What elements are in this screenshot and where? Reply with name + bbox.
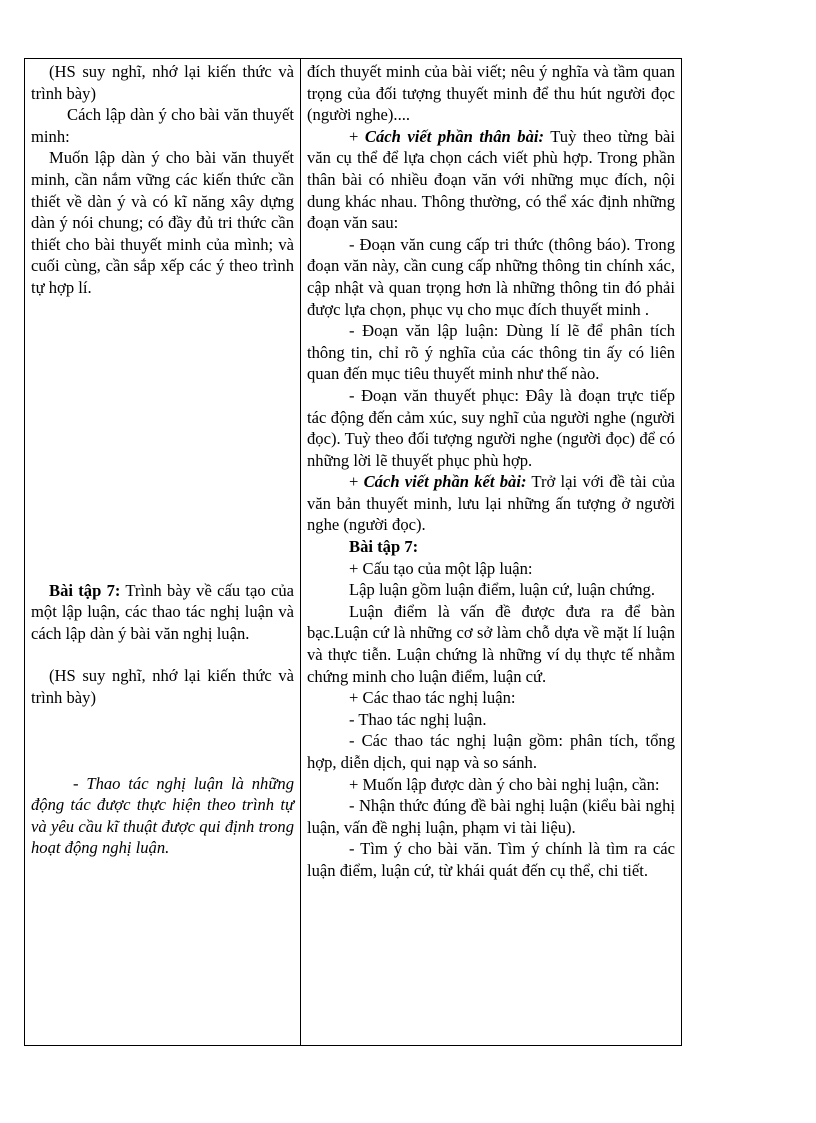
right-paragraph-11: + Các thao tác nghị luận: [349, 688, 516, 708]
right-conclusion-section [307, 471, 675, 536]
left-paragraph-1: (HS suy nghĩ, nhớ lại kiến thức và trình bày) [31, 62, 294, 103]
right-paragraph-14: + Muốn lập được dàn ý cho bài nghị luận, cần: [349, 774, 660, 794]
spacer [31, 299, 294, 580]
right-paragraph-12: - Thao tác nghị luận. [349, 709, 487, 729]
spacer [31, 709, 294, 773]
right-paragraph-1: đích thuyết minh của bài viết; nêu ý nghĩa và tầm quan trọng của đối tượng thuyết minh để thu hút người đọc (người nghe).... [307, 62, 675, 125]
r2-label: Cách viết phần thân bài: [364, 126, 545, 146]
left-paragraph-outline: Muốn lập dàn ý cho bài văn thuyết minh, cần nắm vững các kiến thức cần thiết về dàn ý và có kĩ năng xây dựng dàn ý nói chung; có đầy đủ tri thức cần thiết cho bài thuyết minh của mình; và cuối cùng, cần sắp xếp các ý theo trình tự hợp lí. [31, 148, 294, 297]
content-table [24, 58, 682, 1046]
right-exercise-7-heading: Bài tập 7: [349, 537, 419, 557]
right-paragraph-9: Lập luận gồm luận điểm, luận cứ, luận chứng. [349, 580, 655, 600]
left-heading-outline: Cách lập dàn ý cho bài văn thuyết minh: [31, 105, 294, 146]
left-exercise-7 [31, 580, 294, 645]
right-paragraph-3: - Đoạn văn cung cấp tri thức (thông báo). Trong đoạn văn này, cần cung cấp những thông tin chính xác, cập nhật và quan trọng hơn là những thông tin đó phải được lựa chọn, phục vụ cho mục đích thuyết minh . [307, 234, 675, 319]
r2-text: Tuỳ theo từng bài văn cụ thể để lựa chọn cách viết phù hợp. Trong phần thân bài có nhiều đoạn văn với những mục đích, nội dung khác nhau. Thông thường, có thể xác định những đoạn văn sau: [307, 126, 675, 233]
exercise-7-label: Bài tập 7: [49, 580, 121, 600]
right-body-section [307, 126, 675, 234]
right-paragraph-13: - Các thao tác nghị luận gồm: phân tích, tổng hợp, diễn dịch, qui nạp và so sánh. [307, 731, 675, 772]
right-column [301, 59, 681, 1045]
right-paragraph-16: - Tìm ý cho bài văn. Tìm ý chính là tìm ra các luận điểm, luận cứ, từ khái quát đến cụ thể, chi tiết. [307, 839, 675, 880]
right-paragraph-4: - Đoạn văn lập luận: Dùng lí lẽ để phân tích thông tin, chỉ rõ ý nghĩa của các thông tin ấy có liên quan đến mục tiêu thuyết minh như thế nào. [307, 321, 675, 384]
r2-prefix: + [349, 126, 365, 146]
right-paragraph-10: Luận điểm là vấn đề được đưa ra để bàn bạc.Luận cứ là những cơ sở làm chỗ dựa về mặt lí luận và thực tiễn. Luận chứng là những ví dụ thực tế nhằm chứng minh cho luận điểm, luận cứ. [307, 601, 675, 686]
left-paragraph-argument-op: - Thao tác nghị luận là những động tác được thực hiện theo trình tự và yêu cầu kĩ thuật được qui định trong hoạt động nghị luận. [31, 773, 294, 858]
exercise-7-text: Trình bày về cấu tạo của một lập luận, các thao tác nghị luận và cách lập dàn ý bài văn nghị luận. [31, 580, 294, 643]
right-paragraph-15: - Nhận thức đúng đề bài nghị luận (kiểu bài nghị luận, vấn đề nghị luận, phạm vi tài liệu). [307, 796, 675, 837]
right-paragraph-8: + Cấu tạo của một lập luận: [349, 558, 533, 578]
spacer [31, 644, 294, 665]
r6-label: Cách viết phần kết bài: [363, 472, 527, 492]
left-paragraph-5: (HS suy nghĩ, nhớ lại kiến thức và trình bày) [31, 666, 294, 707]
left-column [25, 59, 301, 1045]
r6-prefix: + [349, 472, 364, 492]
right-paragraph-5: - Đoạn văn thuyết phục: Đây là đoạn trực tiếp tác động đến cảm xúc, suy nghĩ của người nghe (người đọc). Tuỳ theo đối tượng người nghe (người đọc) để có những lời lẽ thuyết phục phù hợp. [307, 385, 675, 470]
r6-text: Trở lại với đề tài của văn bản thuyết minh, lưu lại những ấn tượng ở người nghe (người đọc). [307, 472, 675, 535]
